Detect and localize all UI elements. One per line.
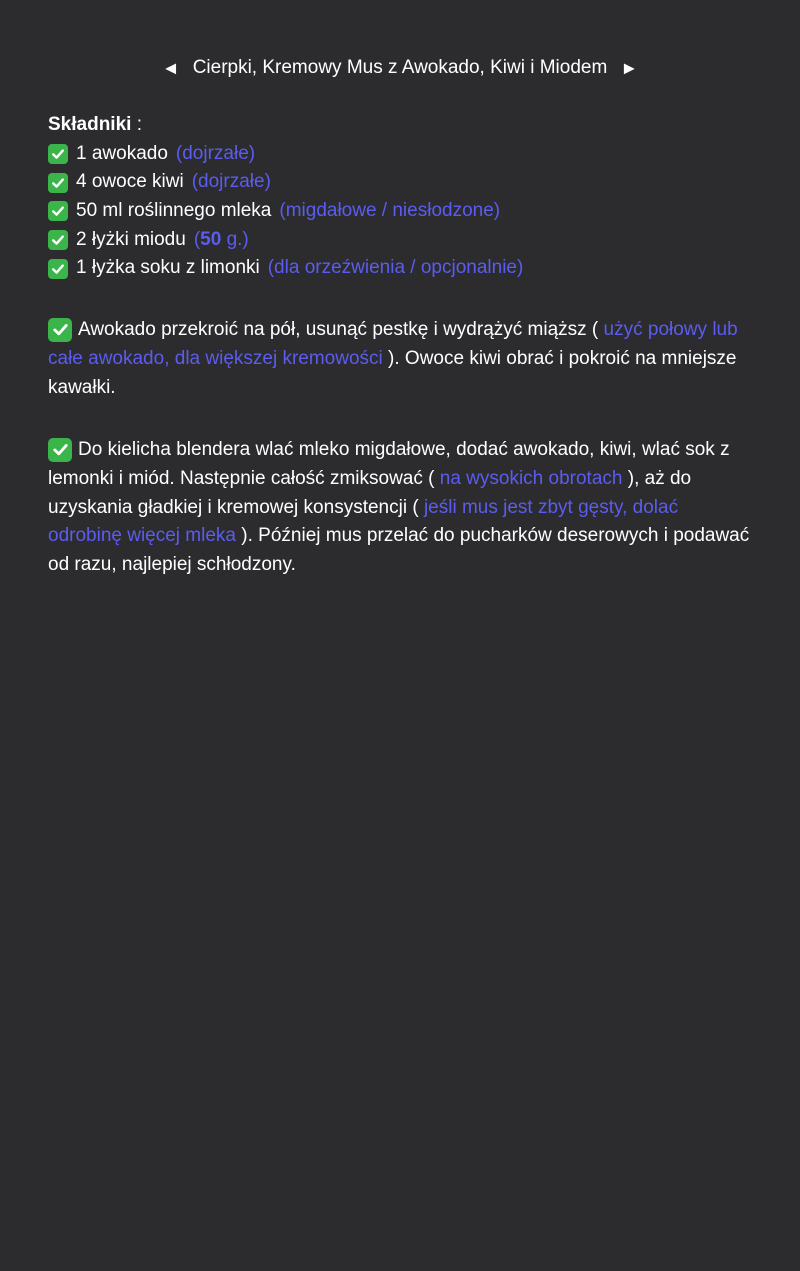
step-text: Awokado przekroić na pół, usunąć pestkę i wydrążyć miąższ ( [78,319,604,340]
ingredient-note-amount: 50 [200,228,222,250]
check-mark-icon [48,144,68,164]
next-recipe-arrow-icon[interactable]: ► [620,58,639,78]
preparation-step-1 [48,316,752,402]
ingredient-item [48,168,752,197]
ingredient-note-unit: g.) [221,228,249,250]
step-note: użyć połowy lub całe awokado, dla większej kremowości [48,319,738,369]
check-mark-icon [48,201,68,221]
ingredient-item [48,197,752,226]
ingredient-note: (migdałowe / niesłodzone) [279,200,501,222]
check-mark-icon [48,230,68,250]
ingredient-note-open: ( [193,228,201,250]
step-text: ). Owoce kiwi obrać i pokroić na mniejsze kawałki. [48,347,737,398]
ingredients-heading [48,111,752,140]
ingredients-section [48,111,752,283]
step-text: ), aż do uzyskania gładkiej i kremowej konsystencji ( [48,467,692,518]
step-note: na wysokich obrotach [439,467,623,489]
ingredients-heading-label: Składniki [48,114,132,135]
ingredient-text: 1 awokado [76,142,168,164]
ingredient-text: 50 ml roślinnego mleka [76,200,272,222]
check-mark-icon [48,438,72,462]
step-note: jeśli mus jest zbyt gęsty, dolać odrobinę więcej mleka [48,496,679,547]
step-text: Do kielicha blendera wlać mleko migdałowe, dodać awokado, kiwi, wlać sok z lemonki i miód. Następnie całość zmiksować ( [48,439,730,489]
ingredient-note: (dla orzeźwienia / opcjonalnie) [267,257,524,279]
recipe-title: Cierpki, Kremowy Mus z Awokado, Kiwi i Miodem [192,57,608,78]
ingredient-text: 1 łyżka soku z limonki [76,257,260,279]
ingredient-note [194,226,249,255]
ingredient-item [48,254,752,283]
ingredient-note: (dojrzałe) [175,142,256,164]
ingredient-text: 2 łyżki miodu [76,228,186,250]
recipe-title-bar [0,54,800,82]
ingredients-heading-suffix: : [131,114,142,135]
ingredient-item [48,226,752,255]
ingredient-note: (dojrzałe) [191,171,271,193]
check-mark-icon [48,173,68,193]
step-text: ). Później mus przelać do pucharków deserowych i podawać od razu, najlepiej schłodzony. [48,525,750,576]
prev-recipe-arrow-icon[interactable]: ◄ [161,58,180,78]
check-mark-icon [48,259,68,279]
preparation-step-2 [48,436,752,580]
ingredient-text: 4 owoce kiwi [76,171,184,193]
ingredient-item [48,140,752,169]
check-mark-icon [48,318,72,342]
